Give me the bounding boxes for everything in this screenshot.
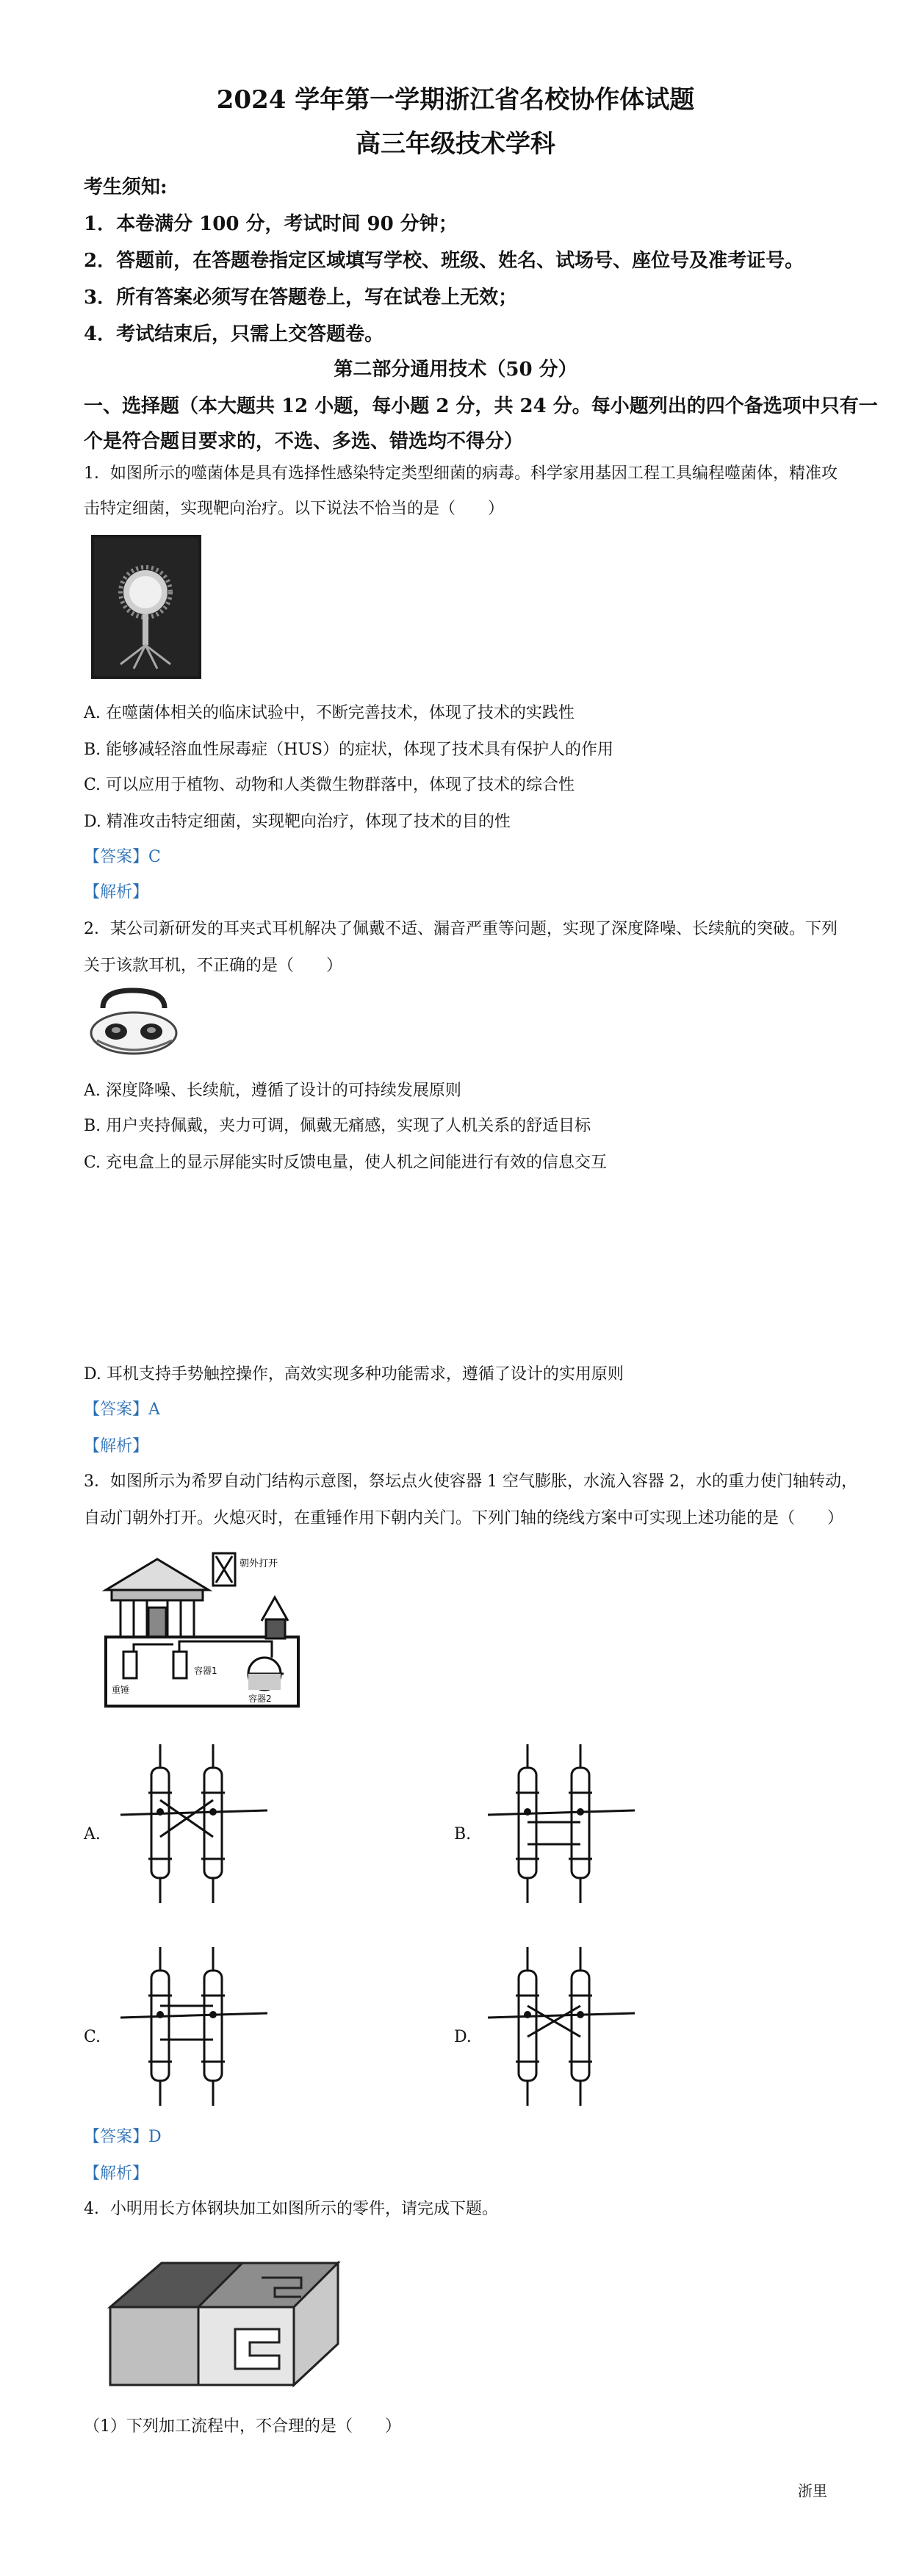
choice-label-c: C.: [84, 2028, 101, 2046]
option-d: D. 精准攻击特定细菌，实现靶向治疗，体现了技术的目的性: [84, 813, 511, 831]
analysis-label: 【解析】: [84, 2165, 149, 2183]
phage-image: [91, 535, 201, 679]
notice-item: 1．本卷满分 100 分，考试时间 90 分钟；: [84, 213, 458, 235]
earphone-image: [87, 986, 182, 1059]
section-title: 第二部分通用技术（50 分）: [334, 359, 577, 381]
automatic-door-diagram: [91, 1549, 309, 1713]
option-d: D. 耳机支持手势触控操作，高效实现多种功能需求，遵循了设计的实用原则: [84, 1365, 624, 1384]
option-a: A. 在噬菌体相关的临床试验中，不断完善技术，体现了技术的实践性: [84, 704, 575, 722]
notice-item: 3．所有答案必须写在答题卷上，写在试卷上无效；: [84, 287, 518, 309]
option-b: B. 能够减轻溶血性尿毒症（HUS）的症状，体现了技术具有保护人的作用: [84, 741, 613, 759]
notice-heading: 考生须知:: [84, 176, 168, 198]
option-c: C. 充电盒上的显示屏能实时反馈电量，使人机之间能进行有效的信息交互: [84, 1154, 608, 1172]
choice-label-b: B.: [454, 1825, 472, 1843]
steel-part-image: [96, 2241, 353, 2395]
page-footer: 浙里: [798, 2482, 827, 2500]
label-container-1: 容器1: [194, 1666, 217, 1676]
question-stem: 击特定细菌，实现靶向治疗。以下说法不恰当的是（ ）: [84, 500, 505, 518]
analysis-label: 【解析】: [84, 883, 149, 902]
question-stem: 2．某公司新研发的耳夹式耳机解决了佩戴不适、漏音严重等问题，实现了深度降噪、长续航的突破。下列: [84, 920, 838, 938]
choice-label-d: D.: [454, 2028, 472, 2046]
analysis-label: 【解析】: [84, 1437, 149, 1456]
option-c-diagram: [113, 1944, 275, 2109]
option-d-diagram: [480, 1944, 642, 2109]
sub-question: （1）下列加工流程中，不合理的是（ ）: [84, 2417, 401, 2436]
option-a: A. 深度降噪、长续航，遵循了设计的可持续发展原则: [84, 1082, 461, 1100]
answer-label: 【答案】C: [84, 848, 161, 866]
page-title: 2024 学年第一学期浙江省名校协作体试题: [216, 85, 695, 115]
option-c: C. 可以应用于植物、动物和人类微生物群落中，体现了技术的综合性: [84, 776, 575, 794]
question-stem: 4．小明用长方体钢块加工如图所示的零件，请完成下题。: [84, 2200, 498, 2218]
option-b: B. 用户夹持佩戴，夹力可调，佩戴无痛感，实现了人机关系的舒适目标: [84, 1117, 591, 1135]
label-weight: 重锤: [112, 1685, 130, 1695]
question-stem: 关于该款耳机，不正确的是（ ）: [84, 957, 343, 975]
label-container-2: 容器2: [248, 1694, 272, 1704]
answer-label: 【答案】A: [84, 1400, 160, 1419]
option-a-diagram: [113, 1741, 275, 1906]
question-stem: 自动门朝外打开。火熄灭时，在重锤作用下朝内关门。下列门轴的绕线方案中可实现上述功能的是（ ）: [84, 1509, 844, 1528]
answer-label: 【答案】D: [84, 2128, 162, 2146]
question-stem: 3．如图所示为希罗自动门结构示意图，祭坛点火使容器 1 空气膨胀，水流入容器 2，水的重力使门轴转动，: [84, 1472, 857, 1491]
label-open: 朝外打开: [240, 1558, 278, 1569]
section-instruction: 个是符合题目要求的，不选、多选、错选均不得分）: [84, 431, 524, 453]
option-b-diagram: [480, 1741, 642, 1906]
notice-item: 2．答题前，在答题卷指定区域填写学校、班级、姓名、试场号、座位号及准考证号。: [84, 250, 804, 272]
page-subtitle: 高三年级技术学科: [356, 129, 555, 159]
choice-label-a: A.: [84, 1825, 101, 1843]
section-instruction: 一、选择题（本大题共 12 小题，每小题 2 分，共 24 分。每小题列出的四个备选项中只有一: [84, 395, 878, 417]
question-stem: 1．如图所示的噬菌体是具有选择性感染特定类型细菌的病毒。科学家用基因工程工具编程噬菌体，精准攻: [84, 464, 838, 483]
notice-item: 4．考试结束后，只需上交答题卷。: [84, 323, 384, 345]
